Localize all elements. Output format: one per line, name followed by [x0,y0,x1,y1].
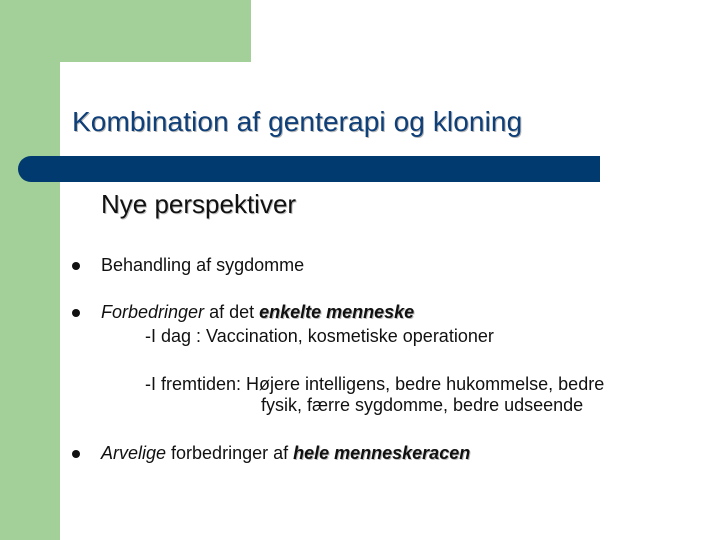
bullet-2-connector: af det [204,302,260,322]
slide-title: Kombination af genterapi og kloning [72,106,523,137]
slide-subtitle: Nye perspektiver [101,189,297,219]
bullet-3-connector: forbedringer af [166,443,294,463]
bullet-1-text: Behandling af sygdomme [101,255,305,275]
decorative-green-block-left [0,0,60,540]
bullet-2-subpoint-future-line1: -I fremtiden: Højere intelligens, bedre hukommelse, bedre [145,374,605,394]
bullet-2-strong-emphasis: enkelte menneske [259,302,415,322]
bullet-2-emphasis: Forbedringer [101,302,205,322]
bullet-marker [72,450,80,458]
bullet-marker [72,309,80,317]
bullet-3-strong-emphasis: hele menneskeracen [293,443,471,463]
bullet-2-subpoint-today: -I dag : Vaccination, kosmetiske operationer [145,326,494,346]
bullet-2-subpoint-future-line2: fysik, færre sygdomme, bedre udseende [261,395,584,415]
bullet-2-text [101,302,414,323]
bullet-3-emphasis: Arvelige [101,443,167,463]
bullet-3-text [101,443,470,464]
title-underline-bar [18,156,600,182]
bullet-marker [72,262,80,270]
